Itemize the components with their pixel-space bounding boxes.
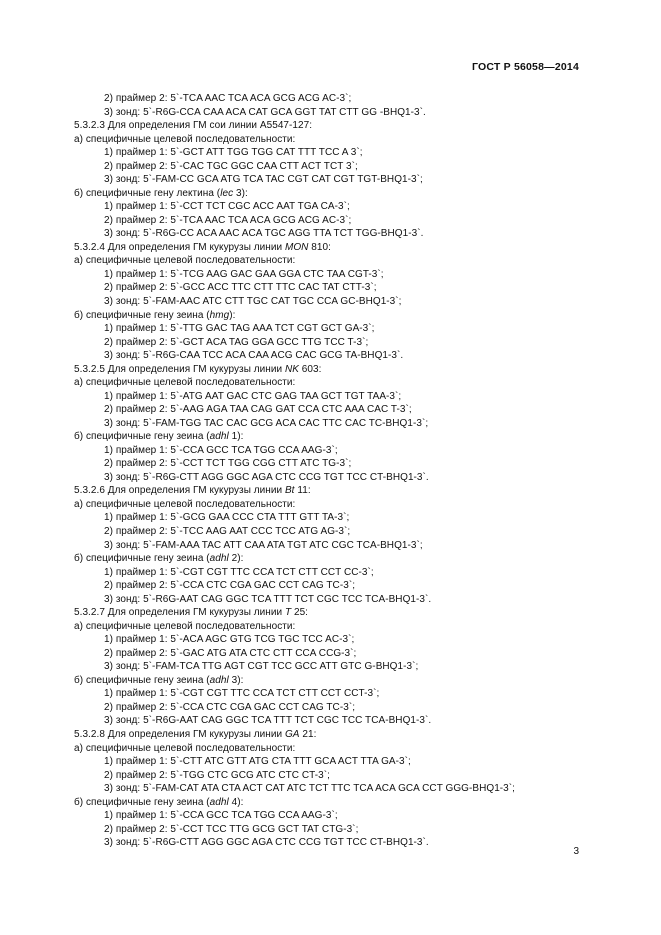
text-run: 1) праймер 1: 5`-CGT CGT TTC CCA TCT CTT CCT CC-3`;: [104, 566, 374, 578]
text-run: 1) праймер 1: 5`-GCG GAA CCC CTA TTT GTT TA-3`;: [104, 512, 350, 524]
text-run: а) специфичные целевой последовательности:: [74, 742, 296, 754]
list-item: [74, 417, 621, 431]
list-item: [74, 660, 621, 674]
list-item: [74, 160, 621, 174]
text-run: а) специфичные целевой последовательности:: [74, 498, 296, 510]
list-item: [74, 511, 621, 525]
list-item: [74, 701, 621, 715]
list-item: [74, 295, 621, 309]
text-run: ):: [229, 309, 236, 321]
section-line: [74, 606, 621, 620]
text-run: 2) праймер 2: 5`-TCC AAG AAT CCC TCC ATG AG-3`;: [104, 526, 351, 537]
text-run: а) специфичные целевой последовательности:: [74, 377, 296, 389]
text-run: 603:: [298, 363, 322, 375]
text-run: 5.3.2.8 Для определения ГМ кукурузы линии: [74, 728, 285, 740]
section-line: [74, 674, 621, 688]
text-run: 5.3.2.5 Для определения ГМ кукурузы линии: [74, 363, 285, 375]
text-run: 3) зонд: 5`-R6G-CTT AGG GGC AGA CTC CCG TGT TCC CT-BHQ1-3`.: [104, 471, 429, 483]
text-run: 2) праймер 2: 5`-TCA AAC TCA ACA GCG ACG AC-3`;: [104, 214, 352, 226]
document-header: ГОСТ Р 56058—2014: [471, 61, 579, 73]
section-line: [74, 254, 621, 268]
list-item: [74, 268, 621, 282]
text-run: 810:: [308, 241, 331, 253]
text-run: 1) праймер 1: 5`-CCA GCC TCA TGG CCA AAG-3`;: [104, 810, 338, 822]
text-run: 2) праймер 2: 5`-CCA CTC CGA GAC CCT CAG TC-3`;: [104, 701, 356, 713]
italic-term: NK: [284, 363, 299, 375]
list-item: [74, 755, 621, 769]
text-run: 5.3.2.6 Для определения ГМ кукурузы линии: [74, 485, 285, 497]
italic-term: Bt: [284, 485, 295, 497]
section-line: [74, 241, 621, 255]
text-run: 3) зонд: 5`-R6G-CCA CAA ACA CAT GCA GGT TAT CTT GG -BHQ1-3`.: [104, 106, 426, 118]
list-item: [74, 471, 621, 485]
text-run: 2) праймер 2: 5`-GCC ACC TTC CTT TTC CAC TAT CTT-3`;: [104, 282, 377, 294]
text-run: 1):: [228, 431, 244, 443]
text-run: 3):: [233, 187, 248, 199]
text-run: 3) зонд: 5`-R6G-CC ACA AAC ACA TGC AGG TTA TCT TGG-BHQ1-3`.: [104, 228, 424, 240]
text-run: 3) зонд: 5`-FAM-TCA TTG AGT CGT TCC GCC ATT GTC G-BHQ1-3`;: [104, 661, 419, 673]
section-line: [74, 796, 621, 810]
list-item: [74, 336, 621, 350]
section-line: [74, 430, 621, 444]
document-body: [74, 92, 621, 850]
text-run: 2):: [228, 553, 244, 565]
text-run: 1) праймер 1: 5`-ATG AAT GAC CTC GAG TAA GCT TGT TAA-3`;: [104, 390, 402, 402]
italic-term: T: [284, 607, 292, 619]
text-run: 2) праймер 2: 5`-CAC TGC GGC CAA CTT ACT TCT 3`;: [104, 160, 358, 172]
text-run: 3) зонд: 5`-FAM-CAT ATA CTA ACT CAT ATC TCT TTC TCA ACA GCA CCT GGG-BHQ1-3`;: [104, 783, 516, 795]
list-item: [74, 403, 621, 417]
text-run: 2) праймер 2: 5`-TCA AAC TCA ACA GCG ACG AC-3`;: [104, 93, 352, 104]
italic-term: adhl: [209, 674, 229, 686]
italic-term: hmg: [209, 309, 230, 321]
section-line: [74, 363, 621, 377]
text-run: 3) зонд: 5`-FAM-AAC ATC CTT TGC CAT TGC CCA GC-BHQ1-3`;: [104, 295, 402, 307]
text-run: 2) праймер 2: 5`-CCT TCT TGG CGG CTT ATC TG-3`;: [104, 458, 352, 470]
text-run: 2) праймер 2: 5`-GAC ATG ATA CTC CTT CCA CCG-3`;: [104, 647, 357, 659]
text-run: 1) праймер 1: 5`-GCT ATT TGG TGG CAT TTT TCC A 3`;: [104, 147, 363, 159]
text-run: б) специфичные гену зеина (: [74, 553, 210, 565]
list-item: [74, 579, 621, 593]
text-run: 1) праймер 1: 5`-CTT ATC GTT ATG CTA TTT GCA ACT TTA GA-3`;: [104, 756, 411, 768]
list-item: [74, 173, 621, 187]
list-item: [74, 593, 621, 607]
text-run: 3) зонд: 5`-R6G-CAA TCC ACA CAA ACG CAC GCG TA-BHQ1-3`.: [104, 350, 404, 362]
text-run: 5.3.2.7 Для определения ГМ кукурузы линии: [74, 607, 285, 619]
list-item: [74, 782, 621, 796]
text-run: 3) зонд: 5`-FAM-CC GCA ATG TCA TAC CGT CAT CGT TGT-BHQ1-3`;: [104, 174, 423, 186]
list-item: [74, 539, 621, 553]
list-item: [74, 390, 621, 404]
text-run: б) специфичные гену зеина (: [74, 796, 210, 808]
text-run: 21:: [299, 728, 317, 740]
list-item: [74, 769, 621, 783]
text-run: 25:: [291, 607, 309, 619]
text-run: 5.3.2.3 Для определения ГМ сои линии А5547-127:: [74, 120, 313, 132]
list-item: [74, 714, 621, 728]
text-run: б) специфичные гену зеина (: [74, 309, 210, 321]
list-item: [74, 566, 621, 580]
section-line: [74, 187, 621, 201]
list-item: [74, 525, 621, 539]
text-run: 1) праймер 1: 5`-CCT TCT CGC ACC AAT TGA CA-3`;: [104, 201, 350, 213]
text-run: 3) зонд: 5`-FAM-TGG TAC CAC GCG ACA CAC TTC CAC TC-BHQ1-3`;: [104, 417, 429, 429]
text-run: а) специфичные целевой последовательности:: [74, 620, 296, 632]
text-run: 2) праймер 2: 5`-AAG AGA TAA CAG GAT CCA CTC AAA CAC T-3`;: [104, 404, 412, 416]
italic-term: GA: [284, 728, 300, 740]
section-line: [74, 376, 621, 390]
text-run: 11:: [294, 485, 311, 497]
section-line: [74, 119, 621, 133]
section-line: [74, 498, 621, 512]
list-item: [74, 106, 621, 120]
list-item: [74, 457, 621, 471]
section-line: [74, 742, 621, 756]
text-run: 1) праймер 1: 5`-ACA AGC GTG TCG TGC TCC AC-3`;: [104, 634, 355, 646]
list-item: [74, 349, 621, 363]
text-run: 3) зонд: 5`-FAM-AAA TAC ATT CAA ATA TGT ATC CGC TCA-BHQ1-3`;: [104, 539, 423, 551]
text-run: 1) праймер 1: 5`-CCA GCC TCA TGG CCA AAG-3`;: [104, 444, 338, 456]
text-run: 2) праймер 2: 5`-TGG CTC GCG ATC CTC CT-3`;: [104, 769, 330, 781]
text-run: 2) праймер 2: 5`-CCA CTC CGA GAC CCT CAG TC-3`;: [104, 580, 356, 592]
list-item: [74, 146, 621, 160]
text-run: 3) зонд: 5`-R6G-AAT CAG GGC TCA TTT TCT CGC TCC TCA-BHQ1-3`.: [104, 593, 432, 605]
text-run: 3) зонд: 5`-R6G-AAT CAG GGC TCA TTT TCT CGC TCC TCA-BHQ1-3`.: [104, 715, 432, 727]
italic-term: adhl: [209, 796, 229, 808]
list-item: [74, 647, 621, 661]
text-run: 2) праймер 2: 5`-CCT TCC TTG GCG GCT TAT CTG-3`;: [104, 823, 359, 835]
list-item: [74, 200, 621, 214]
text-run: 3):: [228, 674, 244, 686]
text-run: 1) праймер 1: 5`-TTG GAC TAG AAA TCT CGT GCT GA-3`;: [104, 323, 375, 335]
list-item: [74, 214, 621, 228]
list-item: [74, 633, 621, 647]
text-run: б) специфичные гену зеина (: [74, 674, 210, 686]
text-run: 1) праймер 1: 5`-CGT CGT TTC CCA TCT CTT CCT CCT-3`;: [104, 688, 380, 700]
section-line: [74, 552, 621, 566]
text-run: 3) зонд: 5`-R6G-CTT AGG GGC AGA CTC CCG TGT TCC CT-BHQ1-3`.: [104, 837, 429, 849]
list-item: [74, 92, 621, 106]
list-item: [74, 322, 621, 336]
text-run: а) специфичные целевой последовательности:: [74, 133, 296, 145]
section-line: [74, 620, 621, 634]
list-item: [74, 836, 621, 850]
text-run: а) специфичные целевой последовательности:: [74, 255, 296, 267]
section-line: [74, 133, 621, 147]
page-number: 3: [573, 846, 579, 857]
list-item: [74, 444, 621, 458]
section-line: [74, 484, 621, 498]
italic-term: adhl: [209, 431, 229, 443]
text-run: 2) праймер 2: 5`-GCT ACA TAG GGA GCC TTG TCC T-3`;: [104, 336, 369, 348]
text-run: 4):: [228, 796, 244, 808]
list-item: [74, 687, 621, 701]
list-item: [74, 281, 621, 295]
text-run: б) специфичные гену зеина (: [74, 431, 210, 443]
italic-term: adhl: [209, 553, 229, 565]
text-run: 5.3.2.4 Для определения ГМ кукурузы линии: [74, 241, 285, 253]
section-line: [74, 309, 621, 323]
italic-term: MON: [284, 241, 309, 253]
section-line: [74, 728, 621, 742]
list-item: [74, 823, 621, 837]
list-item: [74, 809, 621, 823]
italic-term: lec: [220, 187, 234, 199]
list-item: [74, 227, 621, 241]
text-run: б) специфичные гену лектина (: [74, 187, 221, 199]
text-run: 1) праймер 1: 5`-TCG AAG GAC GAA GGA CTC TAA CGT-3`;: [104, 268, 384, 280]
